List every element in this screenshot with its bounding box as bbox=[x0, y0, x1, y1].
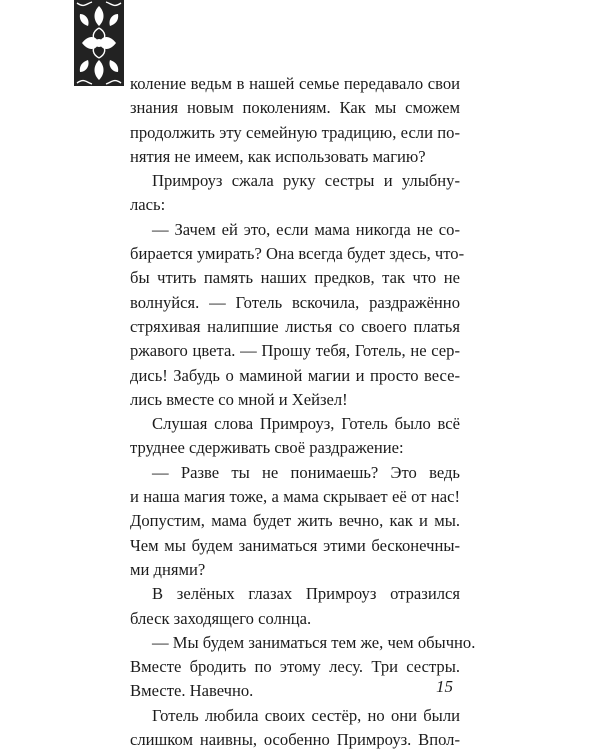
text-line: дись! Забудь о маминой магии и просто весе- bbox=[130, 365, 460, 385]
floral-ornament-icon bbox=[74, 0, 124, 86]
text-line: Допустим, мама будет жить вечно, как и мы. bbox=[130, 511, 460, 531]
text-line: Примроуз сжала руку сестры и улыбну- bbox=[152, 171, 460, 191]
text-line: нятия не имеем, как использовать магию? bbox=[130, 146, 426, 166]
text-line: труднее сдерживать своё раздражение: bbox=[130, 438, 404, 458]
text-line: — Мы будем заниматься тем же, чем обычно. bbox=[152, 632, 476, 652]
page-number: 15 bbox=[436, 677, 453, 696]
text-line: ми днями? bbox=[130, 559, 206, 579]
text-line: Вместе. Навечно. bbox=[130, 681, 254, 701]
text-line: лись вместе со мной и Хейзел! bbox=[130, 389, 348, 409]
text-line: ржавого цвета. — Прошу тебя, Готель, не сер- bbox=[130, 341, 460, 361]
text-line: слишком наивны, особенно Примроуз. Впол- bbox=[130, 730, 460, 750]
text-line: — Разве ты не понимаешь? Это ведь bbox=[152, 462, 460, 482]
text-line: стряхивая налипшие листья со своего платья bbox=[130, 316, 460, 336]
text-line: коление ведьм в нашей семье передавало свои bbox=[130, 74, 460, 93]
text-line: бирается умирать? Она всегда будет здесь, что- bbox=[130, 244, 465, 264]
text-line: волнуйся. — Готель вскочила, раздражённо bbox=[130, 292, 460, 312]
text-line: знания новым поколениям. Как мы сможем bbox=[130, 98, 460, 118]
text-line: блеск заходящего солнца. bbox=[130, 608, 312, 628]
text-line: Готель любила своих сестёр, но они были bbox=[152, 705, 460, 725]
text-line: Слушая слова Примроуз, Готель было всё bbox=[152, 414, 460, 434]
text-line: бы чтить память наших предков, так что не bbox=[130, 268, 460, 288]
text-line: продолжить эту семейную традицию, если по- bbox=[130, 122, 460, 142]
text-line: В зелёных глазах Примроуз отразился bbox=[152, 584, 460, 604]
text-line: лась: bbox=[130, 195, 166, 215]
text-line: Вместе бродить по этому лесу. Три сестры. bbox=[130, 657, 460, 677]
text-line: и наша магия тоже, а мама скрывает её от нас! bbox=[130, 487, 460, 507]
text-line: — Зачем ей это, если мама никогда не со- bbox=[152, 219, 460, 239]
page-text bbox=[130, 72, 476, 752]
text-line: Чем мы будем заниматься этими бесконечны- bbox=[130, 535, 460, 555]
